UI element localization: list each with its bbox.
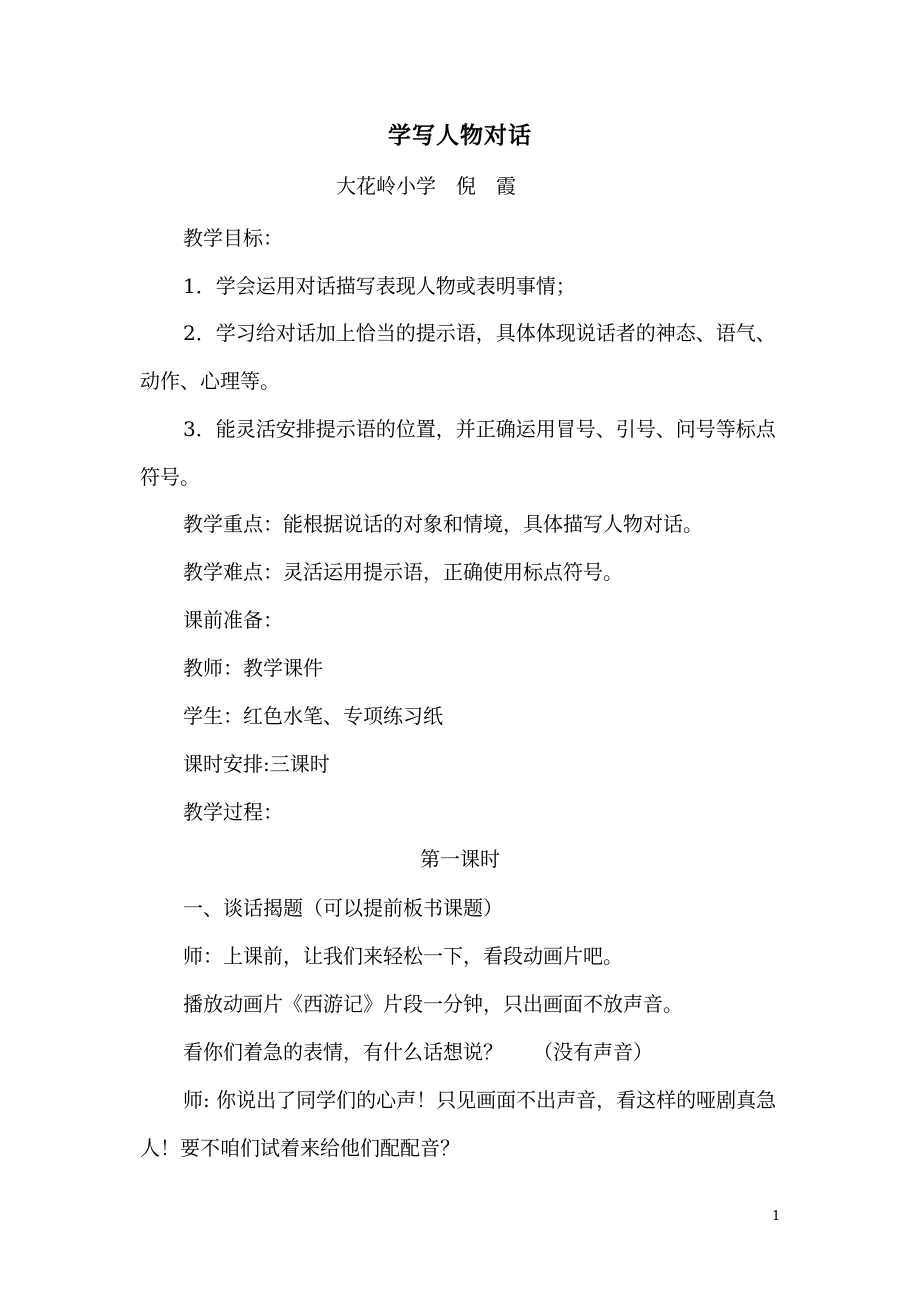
paragraph-student-prep: 学生：红色水笔、专项练习纸 bbox=[183, 704, 443, 728]
author-line: 大花岭小学 倪 霞 bbox=[336, 174, 516, 198]
paragraph-teacher-prep: 教师：教学课件 bbox=[183, 656, 323, 680]
paragraph-goal-1: 1．学会运用对话描写表现人物或表明事情； bbox=[183, 274, 576, 298]
paragraph-question: 看你们着急的表情，有什么话想说？ （没有声音） bbox=[183, 1040, 653, 1064]
paragraph-play-video: 播放动画片《西游记》片段一分钟，只出画面不放声音。 bbox=[183, 992, 683, 1016]
paragraph-goal-2: 2．学习给对话加上恰当的提示语，具体体现说话者的神态、语气、动作、心理等。 bbox=[140, 321, 776, 393]
section-title: 第一课时 bbox=[420, 847, 500, 871]
paragraph-goal-3: 3．能灵活安排提示语的位置，并正确运用冒号、引号、问号等标点符号。 bbox=[140, 417, 776, 489]
paragraph-process: 教学过程： bbox=[183, 800, 283, 824]
paragraph-schedule: 课时安排:三课时 bbox=[183, 752, 330, 776]
paragraph-teaching-goals: 教学目标： bbox=[183, 226, 283, 250]
paragraph-step-1: 一、谈话揭题（可以提前板书课题） bbox=[183, 896, 503, 920]
document-title: 学写人物对话 bbox=[388, 122, 532, 149]
page-number: 1 bbox=[772, 1209, 781, 1224]
paragraph-teacher-response: 师: 你说出了同学们的心声！只见画面不出声音，看这样的哑剧真急人！要不咱们试着来给他们配配音？ bbox=[140, 1088, 777, 1160]
paragraph-preparation: 课前准备： bbox=[183, 608, 283, 632]
paragraph-key-point: 教学重点：能根据说话的对象和情境，具体描写人物对话。 bbox=[183, 512, 703, 536]
paragraph-teacher-intro: 师：上课前，让我们来轻松一下，看段动画片吧。 bbox=[183, 944, 623, 968]
paragraph-difficulty: 教学难点：灵活运用提示语，正确使用标点符号。 bbox=[183, 560, 623, 584]
